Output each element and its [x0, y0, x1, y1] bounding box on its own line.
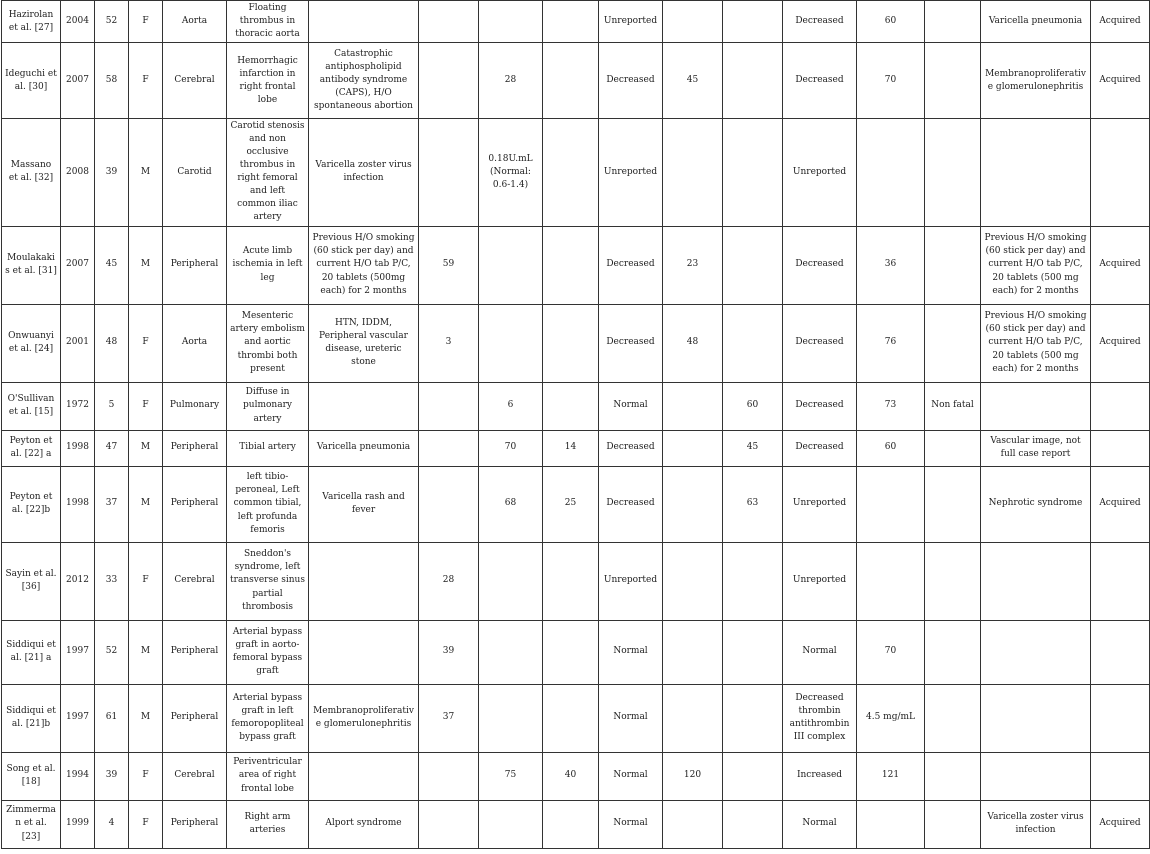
thrombosis-details-cell: Arterial bypass graft in aorto-femoral bypass graft [227, 620, 309, 684]
sex-cell: F [129, 43, 163, 119]
status-cell-14: Decreased [783, 382, 857, 430]
study-cell: Moulakakis et al. [31] [2, 226, 61, 304]
outcome-cell [925, 800, 981, 848]
value-cell-9: 75 [479, 752, 543, 800]
history-cell: Previous H/O smoking (60 stick per day) and current H/O tab P/C, 20 tablets (500mg each) for 2 months [309, 226, 419, 304]
value-cell-12 [663, 466, 723, 542]
value-cell-13 [723, 752, 783, 800]
value-cell-15: 73 [857, 382, 925, 430]
study-cell: Zimmerman et al. [23] [2, 800, 61, 848]
history-cell [309, 1, 419, 43]
history-cell: Catastrophic antiphospholipid antibody syndrome (CAPS), H/O spontaneous abortion [309, 43, 419, 119]
case-report-table [1, 0, 1150, 849]
status-cell-11: Decreased [599, 430, 663, 466]
year-cell: 1998 [61, 430, 95, 466]
study-cell: Ideguchi et al. [30] [2, 43, 61, 119]
status-cell-11: Unreported [599, 542, 663, 620]
value-cell-13 [723, 684, 783, 752]
value-cell-9: 6 [479, 382, 543, 430]
outcome-cell [925, 684, 981, 752]
age-cell: 52 [95, 1, 129, 43]
comments-cell: Previous H/O smoking (60 stick per day) and current H/O tab P/C, 20 tablets (500 mg each) for 2 months [981, 226, 1091, 304]
value-cell-9: 70 [479, 430, 543, 466]
value-cell-10 [543, 304, 599, 382]
age-cell: 48 [95, 304, 129, 382]
status-cell-11: Decreased [599, 43, 663, 119]
site-cell: Cerebral [163, 542, 227, 620]
value-cell-13 [723, 304, 783, 382]
status-cell-11: Normal [599, 800, 663, 848]
value-cell-8 [419, 382, 479, 430]
status-cell-14: Unreported [783, 466, 857, 542]
type-cell: Acquired [1091, 304, 1150, 382]
value-cell-12: 48 [663, 304, 723, 382]
table-row [2, 752, 1150, 800]
status-cell-14: Decreased thrombin antithrombin III complex [783, 684, 857, 752]
table-row [2, 466, 1150, 542]
year-cell: 1998 [61, 466, 95, 542]
table-row [2, 304, 1150, 382]
value-cell-8 [419, 430, 479, 466]
outcome-cell [925, 620, 981, 684]
year-cell: 2007 [61, 43, 95, 119]
history-cell: Varicella pneumonia [309, 430, 419, 466]
outcome-cell: Non fatal [925, 382, 981, 430]
thrombosis-details-cell: Floating thrombus in thoracic aorta [227, 1, 309, 43]
value-cell-10 [543, 620, 599, 684]
status-cell-14: Decreased [783, 430, 857, 466]
thrombosis-details-cell: left tibio-peroneal, Left common tibial, left profunda femoris [227, 466, 309, 542]
sex-cell: F [129, 1, 163, 43]
status-cell-11: Normal [599, 620, 663, 684]
year-cell: 2008 [61, 119, 95, 226]
outcome-cell [925, 430, 981, 466]
history-cell [309, 382, 419, 430]
value-cell-12: 45 [663, 43, 723, 119]
value-cell-10 [543, 542, 599, 620]
site-cell: Peripheral [163, 226, 227, 304]
value-cell-12 [663, 430, 723, 466]
comments-cell [981, 382, 1091, 430]
outcome-cell [925, 304, 981, 382]
age-cell: 5 [95, 382, 129, 430]
value-cell-15: 76 [857, 304, 925, 382]
site-cell: Carotid [163, 119, 227, 226]
value-cell-13: 63 [723, 466, 783, 542]
age-cell: 37 [95, 466, 129, 542]
value-cell-13 [723, 1, 783, 43]
value-cell-15: 60 [857, 430, 925, 466]
comments-cell [981, 542, 1091, 620]
comments-cell: Nephrotic syndrome [981, 466, 1091, 542]
study-cell: Song et al. [18] [2, 752, 61, 800]
status-cell-11: Unreported [599, 1, 663, 43]
sex-cell: F [129, 304, 163, 382]
value-cell-12 [663, 620, 723, 684]
thrombosis-details-cell: Tibial artery [227, 430, 309, 466]
study-cell: Hazirolan et al. [27] [2, 1, 61, 43]
comments-cell [981, 620, 1091, 684]
value-cell-8 [419, 800, 479, 848]
thrombosis-details-cell: Sneddon's syndrome, left transverse sinus partial thrombosis [227, 542, 309, 620]
age-cell: 4 [95, 800, 129, 848]
sex-cell: M [129, 466, 163, 542]
site-cell: Cerebral [163, 752, 227, 800]
type-cell [1091, 684, 1150, 752]
type-cell: Acquired [1091, 466, 1150, 542]
value-cell-9 [479, 620, 543, 684]
comments-cell: Membranoproliferative glomerulonephritis [981, 43, 1091, 119]
status-cell-14: Decreased [783, 43, 857, 119]
value-cell-13 [723, 542, 783, 620]
value-cell-9: 28 [479, 43, 543, 119]
comments-cell: Varicella zoster virus infection [981, 800, 1091, 848]
table-row [2, 620, 1150, 684]
value-cell-8: 37 [419, 684, 479, 752]
table-row [2, 430, 1150, 466]
age-cell: 33 [95, 542, 129, 620]
table-row [2, 226, 1150, 304]
thrombosis-details-cell: Hemorrhagic infarction in right frontal lobe [227, 43, 309, 119]
year-cell: 1972 [61, 382, 95, 430]
value-cell-12: 120 [663, 752, 723, 800]
status-cell-11: Normal [599, 382, 663, 430]
sex-cell: F [129, 382, 163, 430]
type-cell: Acquired [1091, 800, 1150, 848]
site-cell: Cerebral [163, 43, 227, 119]
type-cell [1091, 119, 1150, 226]
outcome-cell [925, 119, 981, 226]
outcome-cell [925, 542, 981, 620]
value-cell-10 [543, 43, 599, 119]
study-cell: O'Sullivan et al. [15] [2, 382, 61, 430]
value-cell-15: 70 [857, 43, 925, 119]
study-cell: Siddiqui et al. [21] a [2, 620, 61, 684]
status-cell-11: Normal [599, 684, 663, 752]
sex-cell: F [129, 800, 163, 848]
site-cell: Aorta [163, 1, 227, 43]
value-cell-15 [857, 800, 925, 848]
year-cell: 1999 [61, 800, 95, 848]
table-row [2, 800, 1150, 848]
thrombosis-details-cell: Periventricular area of right frontal lobe [227, 752, 309, 800]
value-cell-9 [479, 304, 543, 382]
site-cell: Peripheral [163, 800, 227, 848]
value-cell-10 [543, 226, 599, 304]
value-cell-8: 3 [419, 304, 479, 382]
value-cell-12 [663, 800, 723, 848]
age-cell: 39 [95, 752, 129, 800]
thrombosis-details-cell: Carotid stenosis and non occlusive thrombus in right femoral and left common iliac artery [227, 119, 309, 226]
value-cell-15: 4.5 mg/mL [857, 684, 925, 752]
value-cell-15 [857, 466, 925, 542]
history-cell: Alport syndrome [309, 800, 419, 848]
status-cell-11: Decreased [599, 226, 663, 304]
outcome-cell [925, 466, 981, 542]
study-cell: Peyton et al. [22] a [2, 430, 61, 466]
study-cell: Siddiqui et al. [21]b [2, 684, 61, 752]
thrombosis-details-cell: Diffuse in pulmonary artery [227, 382, 309, 430]
year-cell: 2004 [61, 1, 95, 43]
outcome-cell [925, 1, 981, 43]
value-cell-13: 60 [723, 382, 783, 430]
value-cell-12: 23 [663, 226, 723, 304]
value-cell-13 [723, 800, 783, 848]
status-cell-14: Normal [783, 620, 857, 684]
type-cell [1091, 382, 1150, 430]
type-cell: Acquired [1091, 226, 1150, 304]
comments-cell [981, 119, 1091, 226]
status-cell-11: Decreased [599, 466, 663, 542]
value-cell-10: 14 [543, 430, 599, 466]
comments-cell: Previous H/O smoking (60 stick per day) and current H/O tab P/C, 20 tablets (500 mg each) for 2 months [981, 304, 1091, 382]
status-cell-14: Increased [783, 752, 857, 800]
table-row [2, 119, 1150, 226]
status-cell-14: Decreased [783, 304, 857, 382]
sex-cell: M [129, 620, 163, 684]
year-cell: 1994 [61, 752, 95, 800]
sex-cell: M [129, 119, 163, 226]
type-cell: Acquired [1091, 1, 1150, 43]
site-cell: Peripheral [163, 430, 227, 466]
table-row [2, 542, 1150, 620]
site-cell: Pulmonary [163, 382, 227, 430]
site-cell: Aorta [163, 304, 227, 382]
history-cell: Varicella rash and fever [309, 466, 419, 542]
value-cell-9 [479, 226, 543, 304]
type-cell [1091, 620, 1150, 684]
value-cell-10: 25 [543, 466, 599, 542]
value-cell-13 [723, 226, 783, 304]
sex-cell: M [129, 226, 163, 304]
age-cell: 61 [95, 684, 129, 752]
age-cell: 45 [95, 226, 129, 304]
table-row [2, 43, 1150, 119]
history-cell: Membranoproliferative glomerulonephritis [309, 684, 419, 752]
age-cell: 52 [95, 620, 129, 684]
status-cell-14: Normal [783, 800, 857, 848]
status-cell-14: Decreased [783, 1, 857, 43]
value-cell-10 [543, 684, 599, 752]
sex-cell: M [129, 430, 163, 466]
value-cell-15 [857, 119, 925, 226]
value-cell-9 [479, 684, 543, 752]
value-cell-13 [723, 43, 783, 119]
value-cell-15: 60 [857, 1, 925, 43]
value-cell-12 [663, 1, 723, 43]
status-cell-14: Decreased [783, 226, 857, 304]
value-cell-13: 45 [723, 430, 783, 466]
comments-cell: Varicella pneumonia [981, 1, 1091, 43]
value-cell-9: 0.18U.mL (Normal: 0.6-1.4) [479, 119, 543, 226]
value-cell-8 [419, 43, 479, 119]
thrombosis-details-cell: Mesenteric artery embolism and aortic thrombi both present [227, 304, 309, 382]
status-cell-11: Unreported [599, 119, 663, 226]
thrombosis-details-cell: Acute limb ischemia in left leg [227, 226, 309, 304]
value-cell-10 [543, 1, 599, 43]
year-cell: 2001 [61, 304, 95, 382]
history-cell: Varicella zoster virus infection [309, 119, 419, 226]
type-cell [1091, 752, 1150, 800]
value-cell-15 [857, 542, 925, 620]
value-cell-15: 36 [857, 226, 925, 304]
history-cell [309, 620, 419, 684]
status-cell-11: Decreased [599, 304, 663, 382]
value-cell-13 [723, 620, 783, 684]
outcome-cell [925, 43, 981, 119]
value-cell-13 [723, 119, 783, 226]
study-cell: Sayin et al. [36] [2, 542, 61, 620]
value-cell-8: 59 [419, 226, 479, 304]
age-cell: 58 [95, 43, 129, 119]
type-cell: Acquired [1091, 43, 1150, 119]
value-cell-10 [543, 119, 599, 226]
status-cell-11: Normal [599, 752, 663, 800]
table-row [2, 1, 1150, 43]
sex-cell: M [129, 684, 163, 752]
value-cell-8 [419, 466, 479, 542]
table-row [2, 382, 1150, 430]
study-cell: Onwuanyi et al. [24] [2, 304, 61, 382]
value-cell-10 [543, 800, 599, 848]
value-cell-8 [419, 752, 479, 800]
value-cell-15: 121 [857, 752, 925, 800]
thrombosis-details-cell: Right arm arteries [227, 800, 309, 848]
value-cell-9 [479, 1, 543, 43]
history-cell [309, 752, 419, 800]
history-cell [309, 542, 419, 620]
site-cell: Peripheral [163, 466, 227, 542]
value-cell-9: 68 [479, 466, 543, 542]
value-cell-12 [663, 119, 723, 226]
year-cell: 1997 [61, 684, 95, 752]
value-cell-9 [479, 800, 543, 848]
value-cell-8: 39 [419, 620, 479, 684]
sex-cell: F [129, 752, 163, 800]
value-cell-15: 70 [857, 620, 925, 684]
site-cell: Peripheral [163, 684, 227, 752]
value-cell-8: 28 [419, 542, 479, 620]
site-cell: Peripheral [163, 620, 227, 684]
thrombosis-details-cell: Arterial bypass graft in left femoropopliteal bypass graft [227, 684, 309, 752]
year-cell: 2012 [61, 542, 95, 620]
study-cell: Peyton et al. [22]b [2, 466, 61, 542]
value-cell-12 [663, 684, 723, 752]
comments-cell [981, 684, 1091, 752]
year-cell: 1997 [61, 620, 95, 684]
status-cell-14: Unreported [783, 542, 857, 620]
value-cell-12 [663, 542, 723, 620]
value-cell-9 [479, 542, 543, 620]
sex-cell: F [129, 542, 163, 620]
table-row [2, 684, 1150, 752]
value-cell-8 [419, 1, 479, 43]
age-cell: 47 [95, 430, 129, 466]
history-cell: HTN, IDDM, Peripheral vascular disease, ureteric stone [309, 304, 419, 382]
type-cell [1091, 430, 1150, 466]
value-cell-10 [543, 382, 599, 430]
value-cell-10: 40 [543, 752, 599, 800]
study-cell: Massano et al. [32] [2, 119, 61, 226]
type-cell [1091, 542, 1150, 620]
comments-cell: Vascular image, not full case report [981, 430, 1091, 466]
status-cell-14: Unreported [783, 119, 857, 226]
comments-cell [981, 752, 1091, 800]
age-cell: 39 [95, 119, 129, 226]
outcome-cell [925, 752, 981, 800]
year-cell: 2007 [61, 226, 95, 304]
value-cell-8 [419, 119, 479, 226]
value-cell-12 [663, 382, 723, 430]
outcome-cell [925, 226, 981, 304]
